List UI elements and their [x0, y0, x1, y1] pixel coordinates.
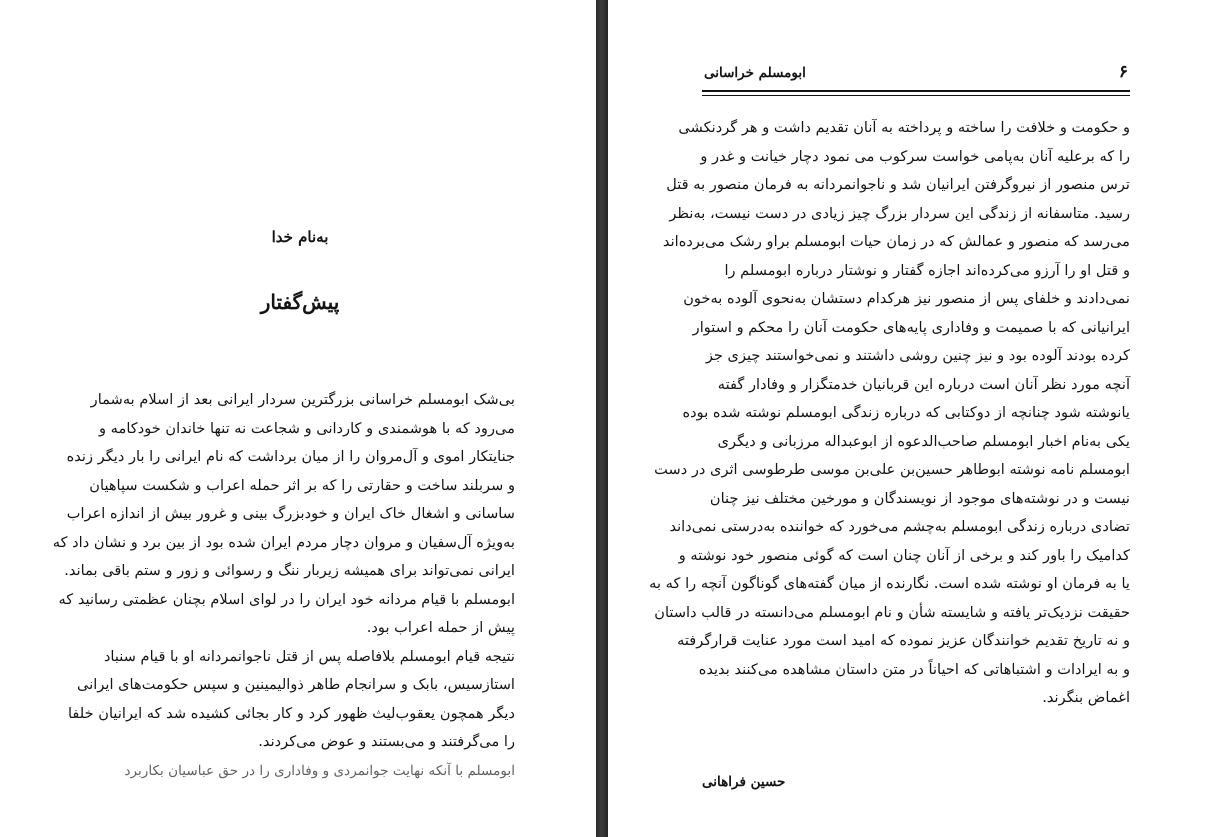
- text-line: یا به فرمان او نوشته شده است. نگارنده از میان گفته‌های گوناگون آنچه را که به: [649, 575, 1130, 592]
- text-line: جنایتکار اموی و آل‌مروان را از میان برداشت که نام ایرانی را بار دیگر زنده: [66, 448, 515, 465]
- text-line: به‌ویژه آل‌سفیان و مروان دچار مردم ایران شده بود از بین برد و نشان داد که: [52, 533, 515, 551]
- page-header: [704, 62, 1128, 88]
- preface-text: [52, 386, 515, 785]
- text-line: حقیقت نزدیک‌تر یافته و شایسته شأن و نام ابومسلم می‌دانسته در قالب داستان: [654, 603, 1130, 621]
- text-line: ابومسلم با قیام مردانه خود ایران را در لوای اسلام بچنان عظمتی رسانید که: [58, 590, 515, 608]
- text-line: را می‌گرفتند و می‌بستند و عوض می‌کردند.: [258, 733, 515, 750]
- text-line: ساسانی و اشغال خاک ایران و خودبزرگ بینی و غرور بیش از اندازه اعراب: [66, 505, 515, 522]
- text-line: ایرانیانی که با صمیمت و وفاداری پایه‌های حکومت آنان را محکم و استوار: [692, 318, 1130, 336]
- text-line: ایرانی نمی‌تواند برای همیشه زیربار ننگ و رسوائی و زور و ستم باقی بماند.: [64, 562, 515, 579]
- text-line: نیست و در نوشته‌های موجود از نویسندگان و مورخین مختلف نیز چنان: [709, 489, 1130, 507]
- text-line: ابومسلم نامه نوشته ابوطاهر حسین‌بن علی‌بن موسی طرطوسی اثری در دست: [654, 461, 1130, 478]
- text-line: یکی به‌نام اخبار ابومسلم صاحب‌الدعوه از ابوعبداله مرزبانی و دیگری: [717, 432, 1130, 450]
- preface-text-continued: [649, 114, 1130, 713]
- text-line: و سربلند ساخت و حقارتی را که بر اثر حمله اعراب و شکست سپاهیان: [89, 476, 515, 494]
- text-line: کرده بودند آلوده بود و نیز چنین روشی داشتند و نمی‌خواستند چیزی جز: [705, 347, 1130, 364]
- text-line: پیش از حمله اعراب بود.: [366, 619, 515, 636]
- book-gutter: [596, 0, 608, 837]
- text-line: را که برعلیه آنان به‌پامی خواست سرکوب می نمود دچار خیانت و غدر و: [700, 147, 1130, 165]
- text-line: ابومسلم با آنکه نهایت جوانمردی و وفاداری را در حق عباسیان بکاربرد: [124, 762, 515, 779]
- text-line: استازسیس، بابک و سرانجام طاهر ذوالیمینین و سپس حکومت‌های ایرانی: [77, 676, 515, 693]
- author-signature: حسین فراهانی: [702, 774, 786, 790]
- text-line: و قتل او را آرزو می‌کرده‌اند اجازه گفتار و نوشتار درباره ابومسلم را: [724, 261, 1130, 279]
- bismillah-heading: به‌نام خدا: [271, 228, 329, 246]
- left-page: [0, 0, 596, 837]
- text-line: آنچه مورد نظر آنان است درباره این قربانیان خدمتگزار و وفادار گفته: [717, 375, 1130, 393]
- text-line: می‌رود که با هوشمندی و کاردانی و شجاعت نه تنها خاندان خودکامه و: [99, 419, 515, 437]
- text-line: نمی‌دادند و خلفای پس از منصور نیز هرکدام دستشان به‌نحوی آلوده به‌خون: [683, 290, 1130, 307]
- text-line: کدامیک را باور کند و برخی از آنان چنان است که گوئی منصور خود نوشته و: [678, 546, 1130, 564]
- right-page: [608, 0, 1206, 837]
- text-line: رسید. متاسفانه از زندگی این سردار بزرگ چیز زیادی در دست نیست، به‌نظر: [669, 204, 1130, 222]
- text-line: ترس منصور از نیروگرفتن ایرانیان شد و ناجوانمردانه به فرمان منصور به قتل: [666, 176, 1130, 193]
- text-line: و حکومت و خلافت را ساخته و پرداخته به آنان تقدیم داشت و هر گردنکشی: [678, 119, 1130, 136]
- text-line: و نه تاریخ تقدیم خوانندگان عزیز نموده که امید است مورد عنایت قرارگرفته: [677, 632, 1130, 649]
- header-rule: [702, 90, 1130, 96]
- text-line: بی‌شک ابومسلم خراسانی بزرگترین سردار ایرانی بعد از اسلام به‌شمار: [90, 391, 515, 408]
- text-line: یانوشته شود چنانچه از دوکتابی که درباره زندگی ابومسلم نوشته شده بوده: [682, 404, 1130, 421]
- page-number: ۶: [1118, 62, 1128, 82]
- text-line: و به ایرادات و اشتباهاتی که احیاناً در متن داستان مشاهده می‌کنند بدیده: [698, 660, 1130, 678]
- page-title: پیش‌گفتار: [260, 290, 340, 314]
- text-line: نتیجه قیام ابومسلم بلافاصله پس از قتل ناجوانمردانه او با قیام سنباد: [103, 647, 515, 665]
- text-line: اغماض بنگرند.: [1042, 689, 1130, 706]
- text-line: می‌رسد که منصور و عمالش که در زمان حیات ابومسلم براو رشک می‌برده‌اند: [662, 233, 1130, 250]
- text-line: دیگر همچون یعقوب‌لیث ظهور کرد و کار بجائی کشیده شد که ایرانیان خلفا: [67, 704, 515, 722]
- text-line: تضادی درباره زندگی ابومسلم به‌چشم می‌خورد که خواننده به‌درستی نمی‌داند: [669, 518, 1130, 535]
- running-head: ابومسلم خراسانی: [704, 65, 806, 81]
